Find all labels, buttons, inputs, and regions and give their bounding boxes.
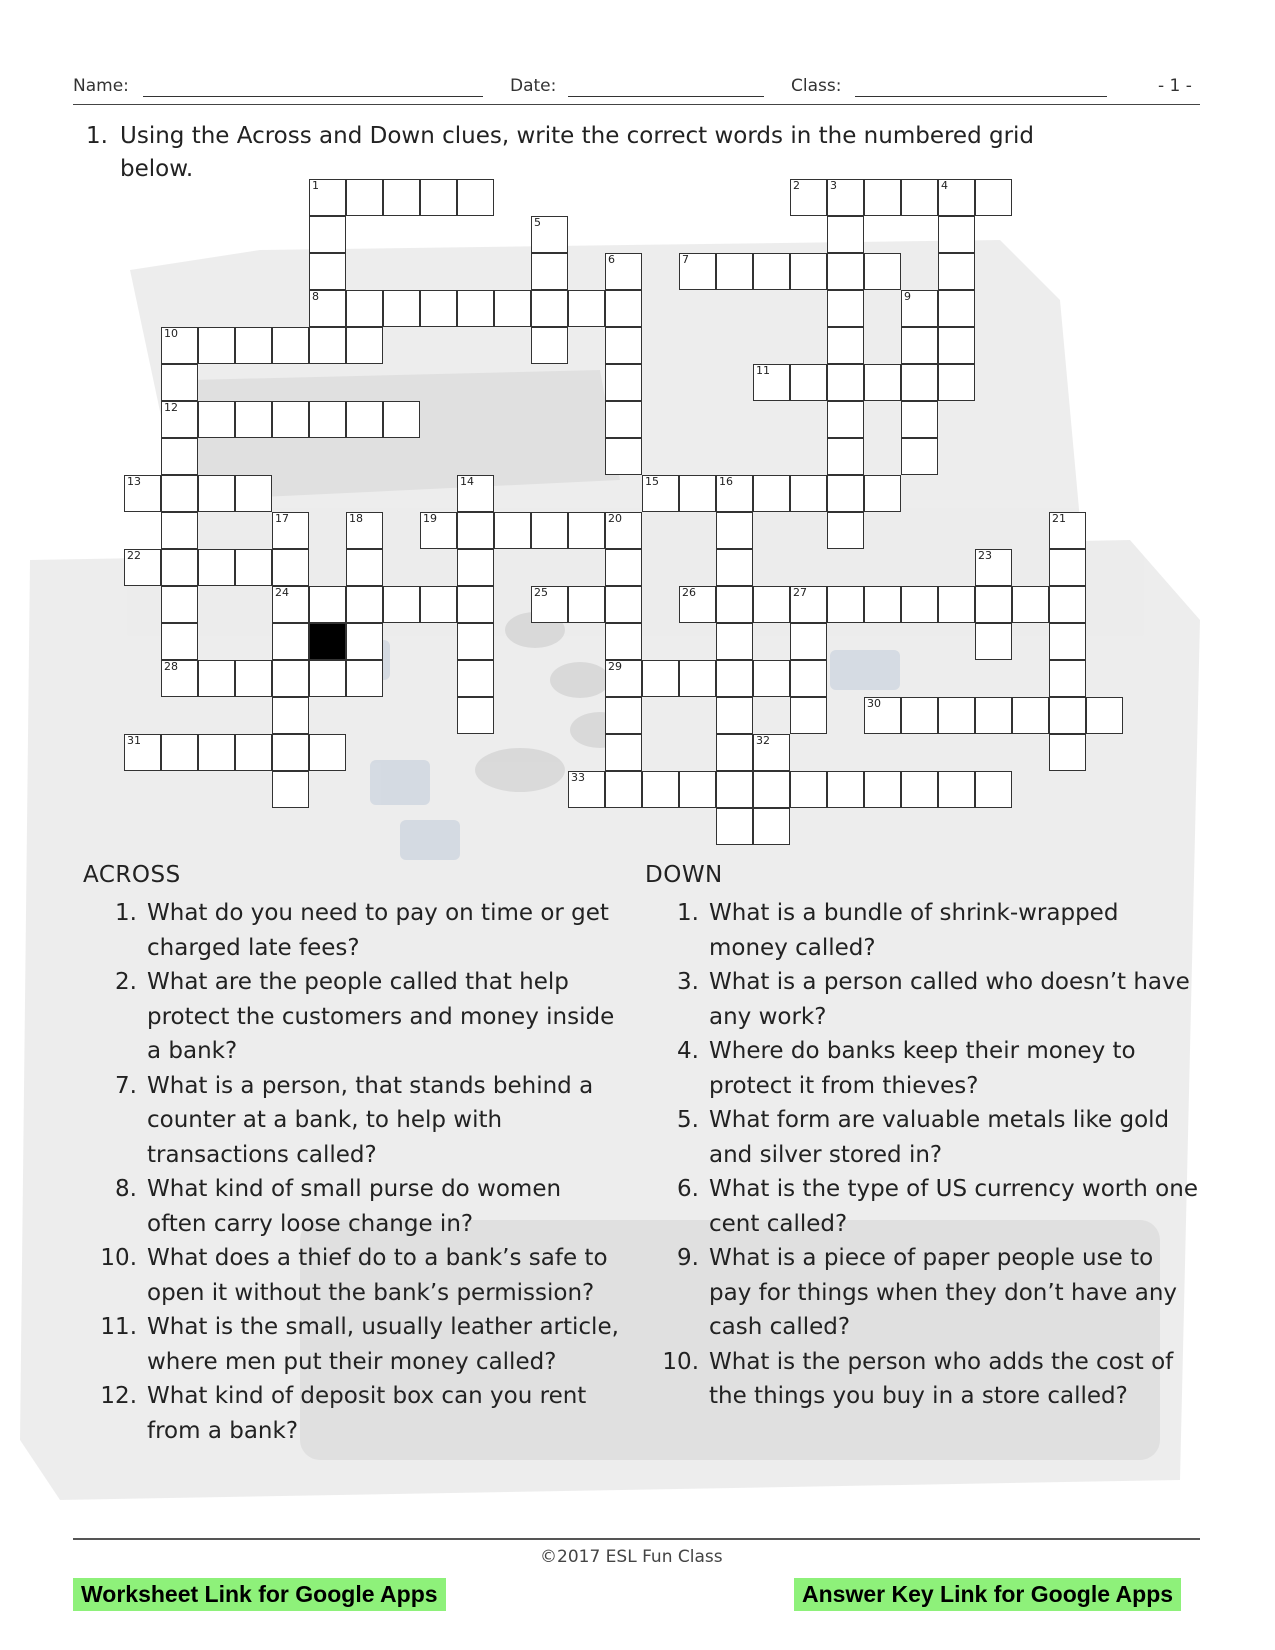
grid-cell[interactable] xyxy=(383,401,420,438)
grid-cell[interactable] xyxy=(864,364,901,401)
grid-cell[interactable] xyxy=(457,290,494,327)
grid-cell[interactable] xyxy=(938,364,975,401)
grid-cell[interactable] xyxy=(309,401,346,438)
grid-cell[interactable] xyxy=(272,771,309,808)
grid-cell[interactable] xyxy=(272,660,309,697)
grid-cell[interactable] xyxy=(679,586,716,623)
grid-cell[interactable] xyxy=(531,327,568,364)
grid-cell[interactable] xyxy=(309,179,346,216)
down-clue-number: 3. xyxy=(677,969,699,995)
grid-cell[interactable] xyxy=(827,216,864,253)
grid-cell[interactable] xyxy=(309,586,346,623)
instruction-text: Using the Across and Down clues, write the correct words in the numbered grid below. xyxy=(120,123,1035,182)
grid-cell[interactable] xyxy=(901,586,938,623)
grid-cell[interactable] xyxy=(272,512,309,549)
grid-cell[interactable] xyxy=(938,253,975,290)
grid-cell[interactable] xyxy=(901,327,938,364)
grid-cell[interactable] xyxy=(161,438,198,475)
grid-cell[interactable] xyxy=(605,734,642,771)
grid-cell[interactable] xyxy=(605,364,642,401)
grid-cell[interactable] xyxy=(124,475,161,512)
grid-cell[interactable] xyxy=(827,438,864,475)
grid-cell[interactable] xyxy=(457,660,494,697)
grid-cell[interactable] xyxy=(161,327,198,364)
grid-cell[interactable] xyxy=(827,364,864,401)
grid-cell[interactable] xyxy=(679,660,716,697)
grid-cell[interactable] xyxy=(605,512,642,549)
down-clue xyxy=(645,1172,1200,1241)
grid-clue-number: 14 xyxy=(460,475,474,488)
grid-cell[interactable] xyxy=(753,586,790,623)
grid-cell[interactable] xyxy=(272,327,309,364)
grid-cell[interactable] xyxy=(457,475,494,512)
grid-cell[interactable] xyxy=(531,586,568,623)
grid-cell[interactable] xyxy=(420,586,457,623)
grid-cell[interactable] xyxy=(753,253,790,290)
grid-cell[interactable] xyxy=(1049,697,1086,734)
grid-cell[interactable] xyxy=(568,586,605,623)
grid-cell[interactable] xyxy=(124,734,161,771)
instruction-number: 1. xyxy=(86,123,108,149)
copyright-text: ©2017 ESL Fun Class xyxy=(540,1547,723,1567)
grid-cell[interactable] xyxy=(494,512,531,549)
across-clue-text: What is the small, usually leather article, where men put their money called? xyxy=(147,1314,619,1375)
grid-cell[interactable] xyxy=(457,512,494,549)
class-label: Class: xyxy=(791,76,842,96)
grid-cell[interactable] xyxy=(790,586,827,623)
grid-cell[interactable] xyxy=(827,401,864,438)
grid-cell[interactable] xyxy=(864,771,901,808)
across-clue-text: What are the people called that help protect the customers and money inside a bank? xyxy=(147,969,615,1064)
grid-cell[interactable] xyxy=(383,179,420,216)
grid-cell[interactable] xyxy=(901,290,938,327)
grid-cell[interactable] xyxy=(753,660,790,697)
grid-clue-number: 12 xyxy=(164,401,178,414)
grid-clue-number: 6 xyxy=(608,253,615,266)
down-clue-text: What is a bundle of shrink-wrapped money called? xyxy=(709,900,1119,961)
grid-cell[interactable] xyxy=(679,771,716,808)
grid-cell[interactable] xyxy=(716,549,753,586)
page-number: - 1 - xyxy=(1158,76,1192,96)
grid-cell[interactable] xyxy=(346,290,383,327)
grid-cell[interactable] xyxy=(716,771,753,808)
grid-cell[interactable] xyxy=(1049,660,1086,697)
grid-cell[interactable] xyxy=(198,660,235,697)
down-clue-number: 9. xyxy=(677,1245,699,1271)
grid-cell[interactable] xyxy=(568,771,605,808)
across-clue-number: 11. xyxy=(100,1314,137,1340)
grid-cell[interactable] xyxy=(420,512,457,549)
grid-cell[interactable] xyxy=(309,734,346,771)
grid-cell[interactable] xyxy=(864,697,901,734)
grid-cell[interactable] xyxy=(864,586,901,623)
grid-cell[interactable] xyxy=(790,179,827,216)
grid-cell[interactable] xyxy=(901,697,938,734)
grid-clue-number: 25 xyxy=(534,586,548,599)
grid-cell[interactable] xyxy=(346,512,383,549)
grid-cell[interactable] xyxy=(679,253,716,290)
grid-cell[interactable] xyxy=(975,697,1012,734)
grid-cell[interactable] xyxy=(124,549,161,586)
grid-cell[interactable] xyxy=(938,771,975,808)
grid-clue-number: 29 xyxy=(608,660,622,673)
grid-cell[interactable] xyxy=(790,623,827,660)
grid-cell[interactable] xyxy=(716,734,753,771)
grid-cell[interactable] xyxy=(198,549,235,586)
grid-clue-number: 17 xyxy=(275,512,289,525)
grid-clue-number: 23 xyxy=(978,549,992,562)
grid-cell[interactable] xyxy=(161,734,198,771)
grid-cell[interactable] xyxy=(716,586,753,623)
grid-cell[interactable] xyxy=(161,475,198,512)
grid-cell[interactable] xyxy=(235,549,272,586)
grid-cell[interactable] xyxy=(605,549,642,586)
across-clue-number: 1. xyxy=(115,900,137,926)
grid-cell[interactable] xyxy=(938,290,975,327)
grid-cell[interactable] xyxy=(790,253,827,290)
across-clue xyxy=(83,896,623,965)
grid-cell[interactable] xyxy=(1049,623,1086,660)
grid-cell[interactable] xyxy=(753,771,790,808)
grid-cell[interactable] xyxy=(346,549,383,586)
grid-cell[interactable] xyxy=(605,623,642,660)
grid-cell[interactable] xyxy=(420,179,457,216)
grid-cell[interactable] xyxy=(420,290,457,327)
grid-cell[interactable] xyxy=(272,586,309,623)
across-clue-text: What do you need to pay on time or get charged late fees? xyxy=(147,900,609,961)
grid-cell[interactable] xyxy=(864,253,901,290)
grid-cell[interactable] xyxy=(753,808,790,845)
grid-cell[interactable] xyxy=(161,549,198,586)
across-clue-number: 10. xyxy=(100,1245,137,1271)
grid-clue-number: 22 xyxy=(127,549,141,562)
grid-cell[interactable] xyxy=(198,327,235,364)
across-clue xyxy=(83,1172,623,1241)
across-clue-text: What is a person, that stands behind a counter at a bank, to help with transactions called? xyxy=(147,1072,594,1168)
down-clue-number: 10. xyxy=(662,1348,699,1375)
grid-cell[interactable] xyxy=(161,660,198,697)
down-clue-text: What is the person who adds the cost of the things you buy in a store called? xyxy=(709,1348,1174,1409)
grid-cell[interactable] xyxy=(531,290,568,327)
grid-cell[interactable] xyxy=(975,623,1012,660)
grid-cell[interactable] xyxy=(235,327,272,364)
grid-cell[interactable] xyxy=(827,771,864,808)
grid-cell[interactable] xyxy=(309,660,346,697)
grid-cell[interactable] xyxy=(975,179,1012,216)
grid-cell[interactable] xyxy=(309,216,346,253)
down-clue xyxy=(645,1345,1200,1414)
grid-clue-number: 31 xyxy=(127,734,141,747)
grid-cell[interactable] xyxy=(901,771,938,808)
grid-cell[interactable] xyxy=(716,808,753,845)
grid-clue-number: 15 xyxy=(645,475,659,488)
grid-cell[interactable] xyxy=(753,475,790,512)
grid-cell[interactable] xyxy=(346,623,383,660)
down-clue-number: 5. xyxy=(677,1107,699,1133)
footer-divider xyxy=(73,1538,1200,1540)
grid-clue-number: 3 xyxy=(830,179,837,192)
grid-cell[interactable] xyxy=(605,660,642,697)
grid-cell[interactable] xyxy=(605,290,642,327)
grid-cell[interactable] xyxy=(716,512,753,549)
grid-cell[interactable] xyxy=(753,734,790,771)
across-clue-number: 12. xyxy=(100,1383,137,1409)
grid-cell[interactable] xyxy=(605,438,642,475)
grid-cell[interactable] xyxy=(864,179,901,216)
grid-cell[interactable] xyxy=(568,290,605,327)
down-clue-number: 4. xyxy=(677,1038,699,1064)
grid-cell-blocked xyxy=(309,623,346,660)
grid-cell[interactable] xyxy=(383,586,420,623)
grid-cell[interactable] xyxy=(938,586,975,623)
grid-cell[interactable] xyxy=(827,253,864,290)
grid-cell[interactable] xyxy=(827,475,864,512)
down-clue xyxy=(645,965,1200,1034)
across-clue-list xyxy=(83,896,623,1448)
grid-cell[interactable] xyxy=(605,327,642,364)
grid-cell[interactable] xyxy=(716,660,753,697)
grid-cell[interactable] xyxy=(161,623,198,660)
worksheet-link[interactable]: Worksheet Link for Google Apps xyxy=(73,1578,446,1611)
grid-cell[interactable] xyxy=(1049,734,1086,771)
across-clue-text: What kind of small purse do women often carry loose change in? xyxy=(147,1176,562,1237)
down-clue xyxy=(645,1034,1200,1103)
grid-cell[interactable] xyxy=(605,401,642,438)
grid-cell[interactable] xyxy=(827,290,864,327)
grid-cell[interactable] xyxy=(1049,586,1086,623)
across-clue xyxy=(83,1069,623,1173)
down-clue-text: Where do banks keep their money to protect it from thieves? xyxy=(709,1038,1136,1099)
grid-clue-number: 24 xyxy=(275,586,289,599)
grid-cell[interactable] xyxy=(531,512,568,549)
grid-clue-number: 10 xyxy=(164,327,178,340)
grid-cell[interactable] xyxy=(198,734,235,771)
grid-cell[interactable] xyxy=(1012,697,1049,734)
grid-cell[interactable] xyxy=(531,216,568,253)
grid-cell[interactable] xyxy=(272,623,309,660)
answer-key-link[interactable]: Answer Key Link for Google Apps xyxy=(794,1578,1181,1611)
grid-cell[interactable] xyxy=(1012,586,1049,623)
across-clue xyxy=(83,1310,623,1379)
grid-cell[interactable] xyxy=(827,512,864,549)
down-clue-number: 6. xyxy=(677,1176,699,1202)
grid-cell[interactable] xyxy=(346,401,383,438)
grid-cell[interactable] xyxy=(642,660,679,697)
across-clue-text: What does a thief do to a bank’s safe to open it without the bank’s permission? xyxy=(147,1245,608,1306)
across-clue-number: 7. xyxy=(115,1072,137,1099)
grid-cell[interactable] xyxy=(235,475,272,512)
grid-cell[interactable] xyxy=(1049,549,1086,586)
grid-clue-number: 26 xyxy=(682,586,696,599)
grid-cell[interactable] xyxy=(716,623,753,660)
grid-cell[interactable] xyxy=(716,697,753,734)
grid-cell[interactable] xyxy=(901,364,938,401)
grid-cell[interactable] xyxy=(605,253,642,290)
grid-cell[interactable] xyxy=(753,364,790,401)
name-label: Name: xyxy=(73,76,129,96)
across-clue xyxy=(83,965,623,1069)
grid-cell[interactable] xyxy=(235,401,272,438)
grid-cell[interactable] xyxy=(827,327,864,364)
grid-cell[interactable] xyxy=(975,549,1012,586)
grid-clue-number: 32 xyxy=(756,734,770,747)
grid-cell[interactable] xyxy=(161,364,198,401)
across-heading: ACROSS xyxy=(83,862,181,888)
grid-clue-number: 1 xyxy=(312,179,319,192)
down-clue-text: What form are valuable metals like gold and silver stored in? xyxy=(709,1107,1170,1168)
grid-cell[interactable] xyxy=(346,179,383,216)
grid-clue-number: 16 xyxy=(719,475,733,488)
grid-cell[interactable] xyxy=(790,364,827,401)
grid-clue-number: 33 xyxy=(571,771,585,784)
across-clue-number: 8. xyxy=(115,1176,137,1202)
down-clue-list xyxy=(645,896,1200,1414)
grid-cell[interactable] xyxy=(272,697,309,734)
grid-cell[interactable] xyxy=(457,623,494,660)
grid-cell[interactable] xyxy=(272,734,309,771)
grid-cell[interactable] xyxy=(605,697,642,734)
down-clue xyxy=(645,1241,1200,1345)
grid-cell[interactable] xyxy=(457,179,494,216)
grid-clue-number: 18 xyxy=(349,512,363,525)
grid-clue-number: 21 xyxy=(1052,512,1066,525)
grid-clue-number: 28 xyxy=(164,660,178,673)
grid-cell[interactable] xyxy=(383,290,420,327)
grid-cell[interactable] xyxy=(346,660,383,697)
grid-cell[interactable] xyxy=(901,401,938,438)
across-clue-number: 2. xyxy=(115,969,137,995)
grid-clue-number: 13 xyxy=(127,475,141,488)
grid-cell[interactable] xyxy=(309,327,346,364)
grid-cell[interactable] xyxy=(642,475,679,512)
grid-cell[interactable] xyxy=(716,475,753,512)
grid-cell[interactable] xyxy=(790,771,827,808)
grid-cell[interactable] xyxy=(938,179,975,216)
down-clue-text: What is a piece of paper people use to pay for things when they don’t have any cash called? xyxy=(709,1245,1178,1340)
grid-cell[interactable] xyxy=(235,660,272,697)
grid-cell[interactable] xyxy=(161,586,198,623)
grid-cell[interactable] xyxy=(605,771,642,808)
grid-clue-number: 19 xyxy=(423,512,437,525)
grid-cell[interactable] xyxy=(938,697,975,734)
grid-cell[interactable] xyxy=(309,253,346,290)
grid-cell[interactable] xyxy=(457,549,494,586)
grid-cell[interactable] xyxy=(605,586,642,623)
grid-cell[interactable] xyxy=(531,253,568,290)
grid-clue-number: 5 xyxy=(534,216,541,229)
grid-cell[interactable] xyxy=(1086,697,1123,734)
grid-clue-number: 9 xyxy=(904,290,911,303)
down-clue xyxy=(645,1103,1200,1172)
across-clue xyxy=(83,1241,623,1310)
grid-cell[interactable] xyxy=(938,216,975,253)
down-clue-text: What is a person called who doesn’t have any work? xyxy=(709,969,1190,1030)
grid-cell[interactable] xyxy=(790,475,827,512)
grid-cell[interactable] xyxy=(457,697,494,734)
grid-cell[interactable] xyxy=(198,475,235,512)
grid-cell[interactable] xyxy=(864,475,901,512)
across-clue xyxy=(83,1379,623,1448)
grid-cell[interactable] xyxy=(901,179,938,216)
down-clue xyxy=(645,896,1200,965)
grid-cell[interactable] xyxy=(642,771,679,808)
grid-cell[interactable] xyxy=(827,179,864,216)
down-clue-text: What is the type of US currency worth one cent called? xyxy=(709,1176,1198,1237)
grid-clue-number: 8 xyxy=(312,290,319,303)
date-label: Date: xyxy=(510,76,557,96)
grid-cell[interactable] xyxy=(494,290,531,327)
grid-cell[interactable] xyxy=(1049,512,1086,549)
grid-cell[interactable] xyxy=(457,586,494,623)
grid-cell[interactable] xyxy=(272,401,309,438)
down-clue-number: 1. xyxy=(677,900,699,926)
grid-cell[interactable] xyxy=(901,438,938,475)
grid-cell[interactable] xyxy=(309,290,346,327)
grid-cell[interactable] xyxy=(790,660,827,697)
grid-clue-number: 30 xyxy=(867,697,881,710)
grid-cell[interactable] xyxy=(975,771,1012,808)
grid-cell[interactable] xyxy=(827,586,864,623)
grid-clue-number: 4 xyxy=(941,179,948,192)
grid-cell[interactable] xyxy=(716,253,753,290)
grid-cell[interactable] xyxy=(938,327,975,364)
grid-cell[interactable] xyxy=(975,586,1012,623)
grid-cell[interactable] xyxy=(235,734,272,771)
grid-cell[interactable] xyxy=(161,512,198,549)
grid-clue-number: 27 xyxy=(793,586,807,599)
grid-cell[interactable] xyxy=(346,327,383,364)
grid-cell[interactable] xyxy=(161,401,198,438)
grid-cell[interactable] xyxy=(272,549,309,586)
grid-cell[interactable] xyxy=(790,697,827,734)
grid-clue-number: 7 xyxy=(682,253,689,266)
grid-clue-number: 2 xyxy=(793,179,800,192)
grid-cell[interactable] xyxy=(198,401,235,438)
grid-cell[interactable] xyxy=(679,475,716,512)
across-clue-text: What kind of deposit box can you rent from a bank? xyxy=(147,1383,587,1444)
down-heading: DOWN xyxy=(645,862,723,888)
grid-cell[interactable] xyxy=(346,586,383,623)
grid-clue-number: 20 xyxy=(608,512,622,525)
grid-cell[interactable] xyxy=(568,512,605,549)
grid-clue-number: 11 xyxy=(756,364,770,377)
